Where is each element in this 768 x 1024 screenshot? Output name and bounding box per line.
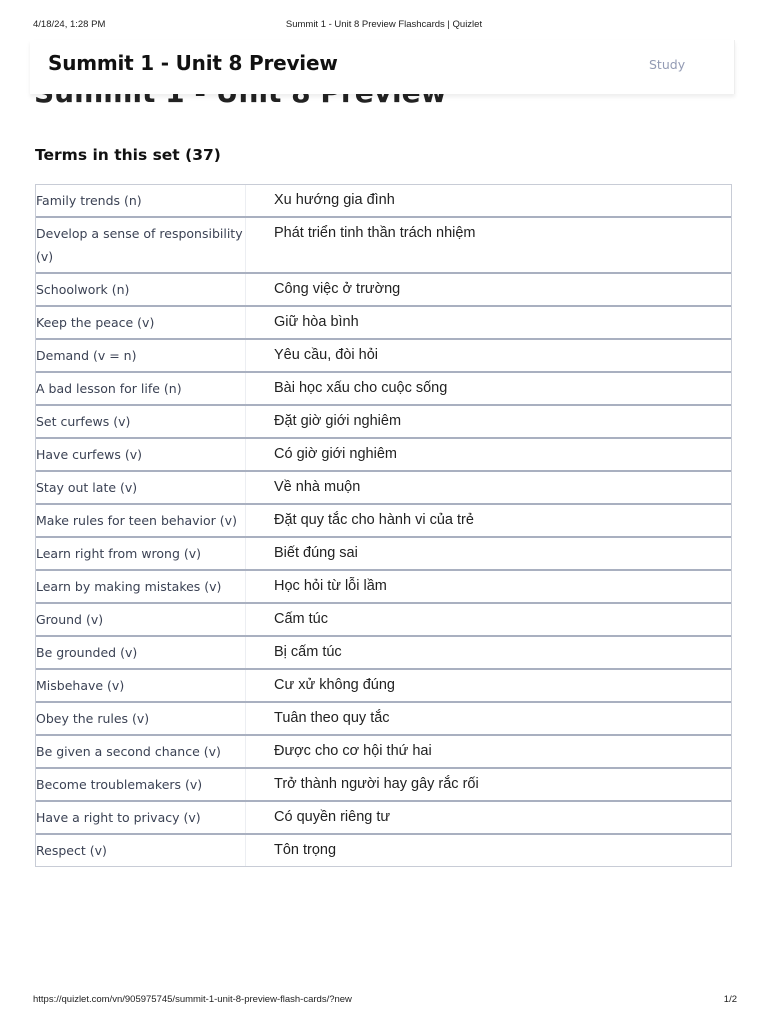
print-page-number: 1/2 bbox=[723, 994, 737, 1005]
term-row bbox=[36, 571, 731, 604]
term-row bbox=[36, 406, 731, 439]
term-word: Set curfews (v) bbox=[36, 406, 246, 437]
term-definition: Có quyền riêng tư bbox=[274, 809, 391, 825]
term-row bbox=[36, 802, 731, 835]
term-word: Misbehave (v) bbox=[36, 670, 246, 701]
term-word: Have a right to privacy (v) bbox=[36, 802, 246, 833]
term-definition: Đặt giờ giới nghiêm bbox=[274, 413, 402, 429]
term-row bbox=[36, 472, 731, 505]
term-row bbox=[36, 637, 731, 670]
term-definition: Cư xử không đúng bbox=[274, 677, 395, 693]
term-definition: Học hỏi từ lỗi lầm bbox=[274, 578, 387, 594]
term-definition: Về nhà muộn bbox=[274, 479, 361, 495]
term-row bbox=[36, 835, 731, 866]
term-word: Respect (v) bbox=[36, 835, 246, 866]
term-row bbox=[36, 604, 731, 637]
term-definition: Tôn trọng bbox=[274, 842, 337, 858]
term-row bbox=[36, 307, 731, 340]
term-definition: Yêu cầu, đòi hỏi bbox=[274, 347, 378, 363]
sticky-header bbox=[30, 40, 735, 94]
term-definition: Có giờ giới nghiêm bbox=[274, 446, 397, 462]
term-row bbox=[36, 769, 731, 802]
term-row bbox=[36, 439, 731, 472]
term-definition: Bài học xấu cho cuộc sống bbox=[274, 380, 448, 396]
term-word: A bad lesson for life (n) bbox=[36, 373, 246, 404]
term-definition: Tuân theo quy tắc bbox=[274, 710, 390, 726]
term-definition: Biết đúng sai bbox=[274, 545, 358, 561]
term-word: Develop a sense of responsibility (v) bbox=[36, 218, 246, 272]
term-row bbox=[36, 505, 731, 538]
term-word: Make rules for teen behavior (v) bbox=[36, 505, 246, 536]
term-word: Ground (v) bbox=[36, 604, 246, 635]
term-row bbox=[36, 703, 731, 736]
term-definition: Giữ hòa bình bbox=[274, 314, 359, 330]
terms-table bbox=[35, 184, 732, 867]
term-word: Stay out late (v) bbox=[36, 472, 246, 503]
print-url: https://quizlet.com/vn/905975745/summit-1-unit-8-preview-flash-cards/?new bbox=[33, 994, 352, 1005]
term-word: Be grounded (v) bbox=[36, 637, 246, 668]
term-word: Become troublemakers (v) bbox=[36, 769, 246, 800]
term-definition: Được cho cơ hội thứ hai bbox=[274, 743, 432, 759]
term-definition: Trở thành người hay gây rắc rối bbox=[274, 776, 479, 792]
print-doc-title: Summit 1 - Unit 8 Preview Flashcards | Quizlet bbox=[285, 19, 483, 30]
print-header bbox=[0, 19, 768, 33]
term-row bbox=[36, 373, 731, 406]
term-definition: Phát triển tinh thần trách nhiệm bbox=[274, 225, 476, 241]
term-definition: Đặt quy tắc cho hành vi của trẻ bbox=[274, 512, 474, 528]
term-word: Keep the peace (v) bbox=[36, 307, 246, 338]
term-row bbox=[36, 340, 731, 373]
term-word: Family trends (n) bbox=[36, 185, 246, 216]
term-word: Learn by making mistakes (v) bbox=[36, 571, 246, 602]
term-word: Be given a second chance (v) bbox=[36, 736, 246, 767]
terms-heading: Terms in this set (37) bbox=[35, 146, 221, 164]
term-definition: Cấm túc bbox=[274, 611, 328, 627]
term-row bbox=[36, 185, 731, 218]
print-date: 4/18/24, 1:28 PM bbox=[33, 19, 106, 30]
term-word: Obey the rules (v) bbox=[36, 703, 246, 734]
term-row bbox=[36, 538, 731, 571]
term-word: Demand (v = n) bbox=[36, 340, 246, 371]
set-title: Summit 1 - Unit 8 Preview bbox=[48, 51, 338, 75]
term-word: Learn right from wrong (v) bbox=[36, 538, 246, 569]
term-definition: Bị cấm túc bbox=[274, 644, 342, 660]
term-row bbox=[36, 670, 731, 703]
term-definition: Xu hướng gia đình bbox=[274, 192, 395, 208]
term-definition: Công việc ở trường bbox=[274, 281, 401, 297]
term-row bbox=[36, 218, 731, 274]
study-button[interactable]: Study bbox=[649, 57, 686, 72]
term-row bbox=[36, 274, 731, 307]
term-row bbox=[36, 736, 731, 769]
term-word: Have curfews (v) bbox=[36, 439, 246, 470]
term-word: Schoolwork (n) bbox=[36, 274, 246, 305]
